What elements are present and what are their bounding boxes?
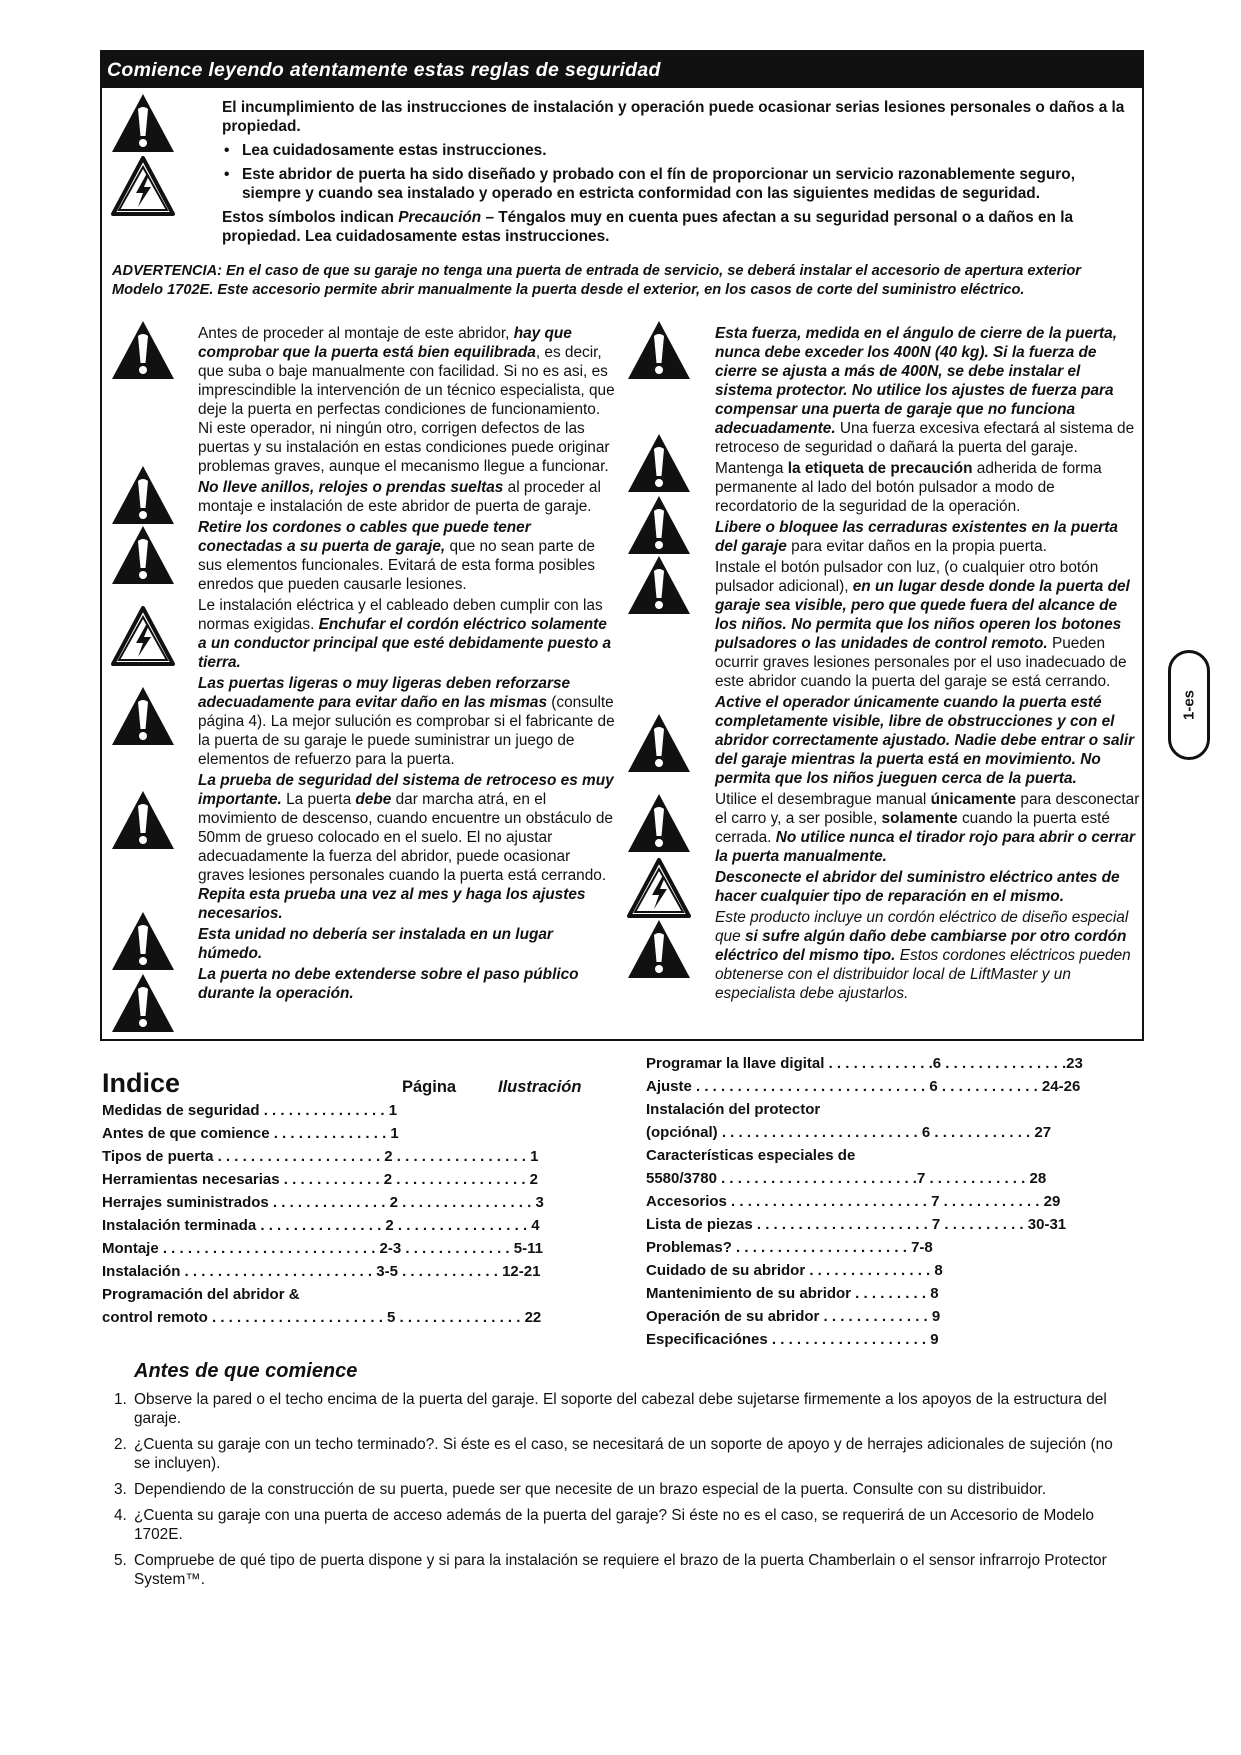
- page-number: 1-es: [1180, 689, 1198, 721]
- safety-item: [715, 518, 1140, 556]
- text-fragment: si sufre algún daño debe cambiarse por otro cordón eléctrico del mismo tipo.: [715, 928, 1127, 964]
- index-entry[interactable]: Herramientas necesarias . . . . . . . . . . . . 2 . . . . . . . . . . . . . . . . 2: [102, 1171, 539, 1188]
- item-number: 4.: [114, 1507, 127, 1524]
- warning-icon: [626, 554, 692, 616]
- electrical-warning-icon: [110, 155, 176, 217]
- index-entry[interactable]: Características especiales de: [646, 1147, 856, 1164]
- safety-item: [715, 790, 1140, 866]
- index-entry[interactable]: Antes de que comience . . . . . . . . . . . . . . 1: [102, 1125, 399, 1142]
- index-entry[interactable]: Medidas de seguridad . . . . . . . . . . . . . . . 1: [102, 1102, 398, 1119]
- text-fragment: únicamente: [930, 791, 1017, 808]
- warning-icon: [626, 432, 692, 494]
- intro-bullet: • Lea cuidadosamente estas instrucciones.: [222, 141, 1137, 160]
- warning-icon: [626, 712, 692, 774]
- index-entry[interactable]: Ajuste . . . . . . . . . . . . . . . . . . . . . . . . . . . . 6 . . . . . . . . . . . . 24-26: [646, 1078, 1081, 1095]
- text-fragment: La prueba de seguridad del sistema de retroceso es muy importante.: [198, 772, 614, 808]
- before-list: [114, 1390, 1124, 1596]
- warning-icon: [110, 524, 176, 586]
- safety-item: [715, 558, 1140, 691]
- text-fragment: Precaución: [398, 209, 482, 226]
- safety-item: [715, 459, 1140, 516]
- warning-advertencia: ADVERTENCIA: En el caso de que su garaje no tenga una puerta de entrada de servicio, se deberá instalar el accesorio de apertura exterior Modelo 1702E. Este accesorio permite abrir manualmente la puerta desde el exterior, en los casos de corte del suministro eléctrico.: [112, 263, 1081, 298]
- safety-right-column: [715, 324, 1140, 1005]
- index-entry[interactable]: Problemas? . . . . . . . . . . . . . . . . . . . . . 7-8: [646, 1239, 933, 1256]
- text-fragment: en un lugar desde donde la puerta del garaje sea visible, pero que quede fuera del alcance de los niños. No permita que los niños operen los botones pulsadores o las unidades de control remoto.: [715, 578, 1130, 652]
- text-fragment: para desconectar el carro y, a ser posible,: [715, 791, 1140, 827]
- safety-item: [198, 324, 618, 476]
- index-entry[interactable]: Herrajes suministrados . . . . . . . . . . . . . . 2 . . . . . . . . . . . . . . . . 3: [102, 1194, 544, 1211]
- page-number-badge: [1168, 650, 1210, 760]
- item-number: 3.: [114, 1481, 127, 1498]
- index-col-page: Página: [402, 1078, 457, 1096]
- safety-item: Active el operador únicamente cuando la puerta esté completamente visible, libre de obstrucciones y con el abridor correctamente ajustado. Nadie debe entrar o salir del garaje mientras la puerta está en movimiento. No permita que los niños jueguen cerca de la puerta.: [715, 694, 1135, 787]
- index-entry[interactable]: Montaje . . . . . . . . . . . . . . . . . . . . . . . . . . 2-3 . . . . . . . . . . . . . 5-11: [102, 1240, 543, 1257]
- before-title: Antes de que comience: [134, 1360, 358, 1382]
- safety-left-column: [198, 324, 618, 1005]
- index-entry[interactable]: Programación del abridor &: [102, 1286, 300, 1303]
- index-right-list: [646, 1052, 1146, 1351]
- safety-item: [715, 324, 1140, 457]
- list-item: [114, 1390, 1124, 1428]
- warning-icon: [626, 792, 692, 854]
- item-text: ¿Cuenta su garaje con un techo terminado?. Si éste es el caso, se necesitará de un soporte de apoyo y de herrajes adicionales de sujeción (no se incluyen).: [134, 1436, 1113, 1472]
- text-fragment: Le instalación eléctrica y el cableado deben cumplir con las normas exigidas.: [198, 597, 603, 633]
- text-fragment: debe: [355, 791, 392, 808]
- item-text: ¿Cuenta su garaje con una puerta de acceso además de la puerta del garaje? Si éste no es el caso, se requerirá de un Accesorio de Modelo 1702E.: [134, 1507, 1094, 1543]
- index-title: Indice: [102, 1068, 181, 1098]
- index-entry[interactable]: (opciónal) . . . . . . . . . . . . . . . . . . . . . . . . 6 . . . . . . . . . . . . 27: [646, 1124, 1052, 1141]
- intro-bullets: [222, 141, 1137, 203]
- safety-item: Esta unidad no debería ser instalada en un lugar húmedo.: [198, 926, 553, 962]
- text-fragment: Libere o bloquee las cerraduras existentes en la puerta del garaje: [715, 519, 1118, 555]
- text-fragment: Estos cordones eléctricos pueden obtenerse con el distribuidor local de LiftMaster y un especialista debe ajustarlos.: [715, 947, 1131, 1002]
- text-fragment: al proceder al montaje e instalación de este abridor de puerta de garaje.: [198, 479, 601, 515]
- list-item: [114, 1551, 1124, 1589]
- text-fragment: Las puertas ligeras o muy ligeras deben reforzarse adecuadamente para evitar daño en las mismas: [198, 675, 571, 711]
- text-fragment: Retire los cordones o cables que puede tener conectadas a su puerta de garaje,: [198, 519, 531, 555]
- safety-item: La puerta no debe extenderse sobre el paso público durante la operación.: [198, 966, 579, 1002]
- safety-item: [198, 596, 618, 672]
- warning-icon: [626, 319, 692, 381]
- warning-icon: [110, 910, 176, 972]
- item-number: 2.: [114, 1436, 127, 1453]
- text-fragment: Repita esta prueba una vez al mes y haga los ajustes necesarios.: [198, 886, 586, 922]
- safety-item: [198, 771, 618, 923]
- warning-icon: [110, 789, 176, 851]
- text-fragment: adherida de forma permanente al lado del botón pulsador a modo de recordatorio de la seguridad de la operación.: [715, 460, 1102, 515]
- text-fragment: (consulte página 4). La mejor sulución es comprobar si el fabricante de la puerta de su garaje le puede suministrar un juego de elementos de refuerzo para la puerta.: [198, 694, 615, 768]
- safety-item: [198, 518, 618, 594]
- text-fragment: Antes de proceder al montaje de este abridor,: [198, 325, 514, 342]
- index-entry[interactable]: 5580/3780 . . . . . . . . . . . . . . . . . . . . . . . .7 . . . . . . . . . . . . 28: [646, 1170, 1047, 1187]
- text-fragment: Mantenga: [715, 460, 788, 477]
- warning-icon: [110, 972, 176, 1034]
- safety-rules-box: [100, 50, 1144, 1041]
- index-entry[interactable]: Instalación terminada . . . . . . . . . . . . . . . 2 . . . . . . . . . . . . . . . . 4: [102, 1217, 540, 1234]
- warning-icon: [110, 464, 176, 526]
- text-fragment: hay que comprobar que la puerta está bien equilibrada: [198, 325, 572, 361]
- text-fragment: Una fuerza excesiva efectará al sistema de retroceso de seguridad o dañará la puerta del garaje.: [715, 420, 1135, 456]
- text-fragment: Esta fuerza, medida en el ángulo de cierre de la puerta, nunca debe exceder los 400N (40 kg). Si la fuerza de cierre se ajusta a más de 400N, se debe instalar el sistema protector. No utilice los ajustes de fuerza para compensar una puerta de garaje que no funciona adecuadamente.: [715, 325, 1117, 437]
- index-entry[interactable]: Mantenimiento de su abridor . . . . . . . . . 8: [646, 1285, 939, 1302]
- symbols-note: [222, 208, 1137, 246]
- index-entry[interactable]: Cuidado de su abridor . . . . . . . . . . . . . . . 8: [646, 1262, 943, 1279]
- text-fragment: cuando la puerta esté cerrada.: [715, 810, 1110, 846]
- safety-item: [715, 908, 1140, 1003]
- warning-icon: [110, 319, 176, 381]
- index-entry[interactable]: Operación de su abridor . . . . . . . . . . . . . 9: [646, 1308, 941, 1325]
- text-fragment: Este producto incluye un cordón eléctrico de diseño especial que: [715, 909, 1129, 945]
- list-item: [114, 1480, 1124, 1499]
- index-col-illustration: Ilustración: [498, 1078, 582, 1096]
- list-item: [114, 1506, 1124, 1544]
- index-entry[interactable]: Especificaciónes . . . . . . . . . . . . . . . . . . . 9: [646, 1331, 939, 1348]
- index-left-list: [102, 1099, 604, 1329]
- text-fragment: solamente: [881, 810, 958, 827]
- text-fragment: , es decir, que suba o baje manualmente con facilidad. Si no es asi, es imprescindible la intervención de un técnico especialista, que deje la puerta en perfectas condiciones de funcionamiento. Ni este operador, ni ningún otro, corrigen defectos de las puertas y su instalación en estas condiciones puede originar problemas graves, aunque el mecanismo llegue a funcionar.: [198, 344, 615, 475]
- index-entry[interactable]: Lista de piezas . . . . . . . . . . . . . . . . . . . . . 7 . . . . . . . . . . 30-31: [646, 1216, 1067, 1233]
- intro-bullet: • Este abridor de puerta ha sido diseñado y probado con el fín de proporcionar un servicio razonablemente seguro, siempre y cuando sea instalado y operado en estricta conformidad con las siguientes medidas de seguridad.: [222, 165, 1137, 203]
- index-entry[interactable]: control remoto . . . . . . . . . . . . . . . . . . . . . 5 . . . . . . . . . . . . . . . 22: [102, 1309, 542, 1326]
- text-fragment: la etiqueta de precaución: [787, 460, 973, 477]
- index-entry[interactable]: Tipos de puerta . . . . . . . . . . . . . . . . . . . . 2 . . . . . . . . . . . . . . . . 1: [102, 1148, 539, 1165]
- item-number: 1.: [114, 1391, 127, 1408]
- text-fragment: que no sean parte de sus elementos funcionales. Evitará de esta forma posibles enredos que pueden causarle lesiones.: [198, 538, 595, 593]
- text-fragment: dar marcha atrá, en el movimiento de descenso, cuando encuentre un obstáculo de 50mm de grueso colocado en el suelo. El no ajustar adecuadamente la fuerza del abridor, puede ocasionar graves lesiones personales cuando la puerta está cerrando.: [198, 791, 613, 884]
- item-number: 5.: [114, 1552, 127, 1569]
- index-entry[interactable]: Accesorios . . . . . . . . . . . . . . . . . . . . . . . . 7 . . . . . . . . . . . . 29: [646, 1193, 1061, 1210]
- electrical-warning-icon: [110, 605, 176, 667]
- safety-item: Desconecte el abridor del suministro eléctrico antes de hacer cualquier tipo de reparación en el mismo.: [715, 869, 1120, 905]
- text-fragment: Utilice el desembrague manual: [715, 791, 931, 808]
- warning-icon: [626, 494, 692, 556]
- text-fragment: La puerta: [281, 791, 356, 808]
- item-text: Dependiendo de la construcción de su puerta, puede ser que necesite de un brazo especial de la puerta. Consulte con su distribuidor.: [134, 1481, 1047, 1498]
- safety-title: Comience leyendo atentamente estas reglas de seguridad: [102, 52, 1142, 88]
- index-entry[interactable]: Instalación . . . . . . . . . . . . . . . . . . . . . . . 3-5 . . . . . . . . . . . . 12-21: [102, 1263, 541, 1280]
- text-fragment: Pueden ocurrir graves lesiones personales por el uso inadecuado de este abridor cuando la puerta del garaje se está cerrando.: [715, 635, 1127, 690]
- text-fragment: Instale el botón pulsador con luz, (o cualquier otro botón pulsador adicional),: [715, 559, 1099, 595]
- text-fragment: No utilice nunca el tirador rojo para abrir o cerrar la puerta manualmente.: [715, 829, 1135, 865]
- text-fragment: – Téngalos muy en cuenta pues afectan a su seguridad personal o a daños en la propiedad. Lea cuidadosamente estas instrucciones.: [222, 209, 1074, 245]
- text-fragment: para evitar daños en la propia puerta.: [786, 538, 1047, 555]
- warning-icon: [626, 918, 692, 980]
- electrical-warning-icon: [626, 857, 692, 919]
- item-text: Compruebe de qué tipo de puerta dispone y si para la instalación se requiere el brazo de la puerta Chamberlain o el sensor infrarrojo Protector System™.: [134, 1552, 1107, 1588]
- text-fragment: Enchufar el cordón eléctrico solamente a un conductor principal que esté debidamente puesto a tierra.: [198, 616, 612, 671]
- text-fragment: No lleve anillos, relojes o prendas sueltas: [198, 479, 504, 496]
- safety-item: [198, 478, 618, 516]
- warning-icon: [110, 92, 176, 154]
- index-entry[interactable]: Programar la llave digital . . . . . . . . . . . . .6 . . . . . . . . . . . . . . .23: [646, 1055, 1083, 1072]
- safety-intro: [222, 98, 1137, 251]
- item-text: Observe la pared o el techo encima de la puerta del garaje. El soporte del cabezal debe sujetarse firmemente a los apoyos de la estructura del garaje.: [134, 1391, 1107, 1427]
- text-fragment: Estos símbolos indican: [222, 209, 399, 226]
- index-entry[interactable]: Instalación del protector: [646, 1101, 821, 1118]
- intro-text: El incumplimiento de las instrucciones de instalación y operación puede ocasionar serias lesiones personales o daños a la propiedad.: [222, 99, 1125, 135]
- safety-item: [198, 674, 618, 769]
- warning-icon: [110, 685, 176, 747]
- list-item: [114, 1435, 1124, 1473]
